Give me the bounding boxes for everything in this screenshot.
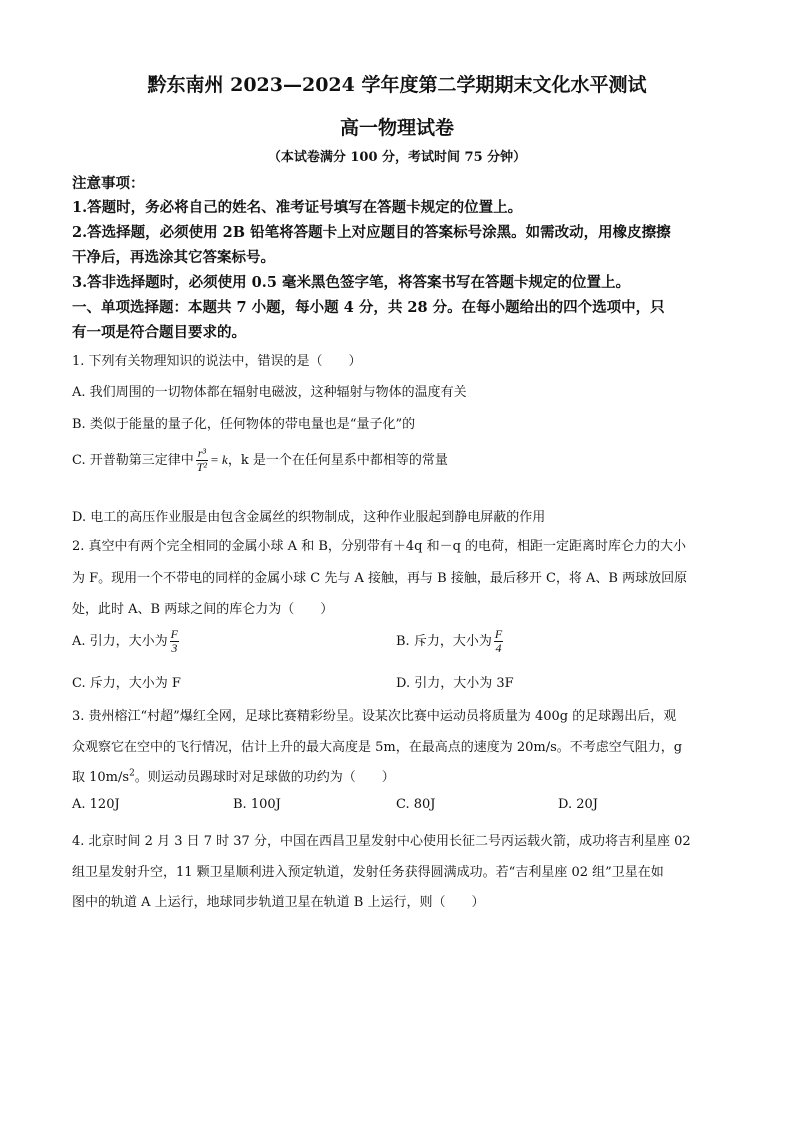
q3-gravity-suffix: 。则运动员踢球时对足球做的功约为（ ） <box>134 770 395 785</box>
notice-heading: 注意事项： <box>72 175 145 192</box>
q3-option-b: B. 100J <box>233 797 281 812</box>
q4-stem-line-3: 图中的轨道 A 上运行，地球同步轨道卫星在轨道 B 上运行，则（ ） <box>72 895 485 910</box>
q2-option-a <box>72 628 382 655</box>
q2-option-a-label: A. 引力，大小为 <box>72 634 168 649</box>
q3-option-d: D. 20J <box>558 797 598 812</box>
kepler-fraction <box>196 447 208 474</box>
q1-option-d: D. 电工的高压作业服是由包含金属丝的织物制成，这种作业服起到静电屏蔽的作用 <box>72 510 546 525</box>
q3-stem-line-2: 众观察它在空中的飞行情况，估计上升的最大高度是 5m，在最高点的速度为 20m/s。不考虑空气阻力，g <box>72 740 683 755</box>
section-heading-b: 有一项是符合题目要求的。 <box>72 324 246 341</box>
kepler-denominator: T² <box>196 460 208 474</box>
q2-stem-line-3: 处，此时 A、B 两球之间的库仑力为（ ） <box>72 602 334 617</box>
notice-item-1: 1.答题时，务必将自己的姓名、准考证号填写在答题卡规定的位置上。 <box>72 199 523 216</box>
q2-option-b-fraction <box>494 628 503 655</box>
q1-option-a: A. 我们周围的一切物体都在辐射电磁波，这种辐射与物体的温度有关 <box>72 385 467 400</box>
q2-stem-line-2: 为 F。现用一个不带电的同样的金属小球 C 先与 A 接触，再与 B 接触，最后移开 C，将 A、B 两球放回原 <box>72 571 688 586</box>
q1-option-c-suffix: ，k 是一个在任何星系中都相等的常量 <box>227 453 448 468</box>
q3-stem-line-3 <box>72 766 724 785</box>
q2-stem-line-1: 2. 真空中有两个完全相同的金属小球 A 和 B，分别带有＋4q 和－q 的电荷，相距一定距离时库仑力的大小 <box>72 539 687 554</box>
q2-option-b-label: B. 斥力，大小为 <box>396 634 492 649</box>
q2-option-b-denominator: 4 <box>495 641 502 655</box>
q3-gravity-prefix: 取 10m/s <box>72 770 130 785</box>
notice-item-2a: 2.答选择题，必须使用 2B 铅笔将答题卡上对应题目的答案标号涂黑。如需改动，用橡皮擦擦 <box>72 224 671 241</box>
notice-item-2b: 干净后，再选涂其它答案标号。 <box>72 249 275 266</box>
q3-stem-line-1: 3. 贵州榕江“村超”爆红全网，足球比赛精彩纷呈。设某次比赛中运动员将质量为 400g 的足球踢出后，观 <box>72 709 677 724</box>
q1-option-c-prefix: C. 开普勒第三定律中 <box>72 453 194 468</box>
section-heading-a: 一、单项选择题：本题共 7 小题，每小题 4 分，共 28 分。在每小题给出的四个选项中，只 <box>72 299 665 316</box>
q1-option-b: B. 类似于能量的量子化，任何物体的带电量也是“量子化”的 <box>72 417 416 432</box>
notice-item-3: 3.答非选择题时，必须使用 0.5 毫米黑色签字笔，将答案书写在答题卡规定的位置上。 <box>72 274 630 291</box>
kepler-numerator: r³ <box>197 446 207 460</box>
q2-option-c: C. 斥力，大小为 F <box>72 676 181 691</box>
q3-option-c: C. 80J <box>396 797 436 812</box>
q3-option-a: A. 120J <box>72 797 120 812</box>
q1-option-c <box>72 447 724 474</box>
q1-stem: 1. 下列有关物理知识的说法中，错误的是（ ） <box>72 354 362 369</box>
exam-note: （本试卷满分 100 分，考试时间 75 分钟） <box>267 150 527 165</box>
kepler-equals: = k <box>210 452 228 467</box>
q2-option-a-numerator: F <box>170 627 178 641</box>
q2-option-d: D. 引力，大小为 3F <box>396 676 514 691</box>
q2-option-b-numerator: F <box>494 627 503 641</box>
q2-option-a-fraction <box>170 628 179 655</box>
exam-title: 黔东南州 2023—2024 学年度第二学期期末文化水平测试 <box>147 74 647 96</box>
exam-subtitle: 高一物理试卷 <box>339 117 454 139</box>
q3-gravity-exponent: 2 <box>129 768 135 779</box>
q2-option-a-denominator: 3 <box>171 641 178 655</box>
q4-stem-line-1: 4. 北京时间 2 月 3 日 7 时 37 分，中国在西昌卫星发射中心使用长征二号丙运载火箭，成功将吉利星座 02 <box>72 834 691 849</box>
q4-stem-line-2: 组卫星发射升空，11 颗卫星顺利进入预定轨道，发射任务获得圆满成功。若“吉利星座 02 组”卫星在如 <box>72 865 664 880</box>
q2-option-b <box>396 628 716 655</box>
